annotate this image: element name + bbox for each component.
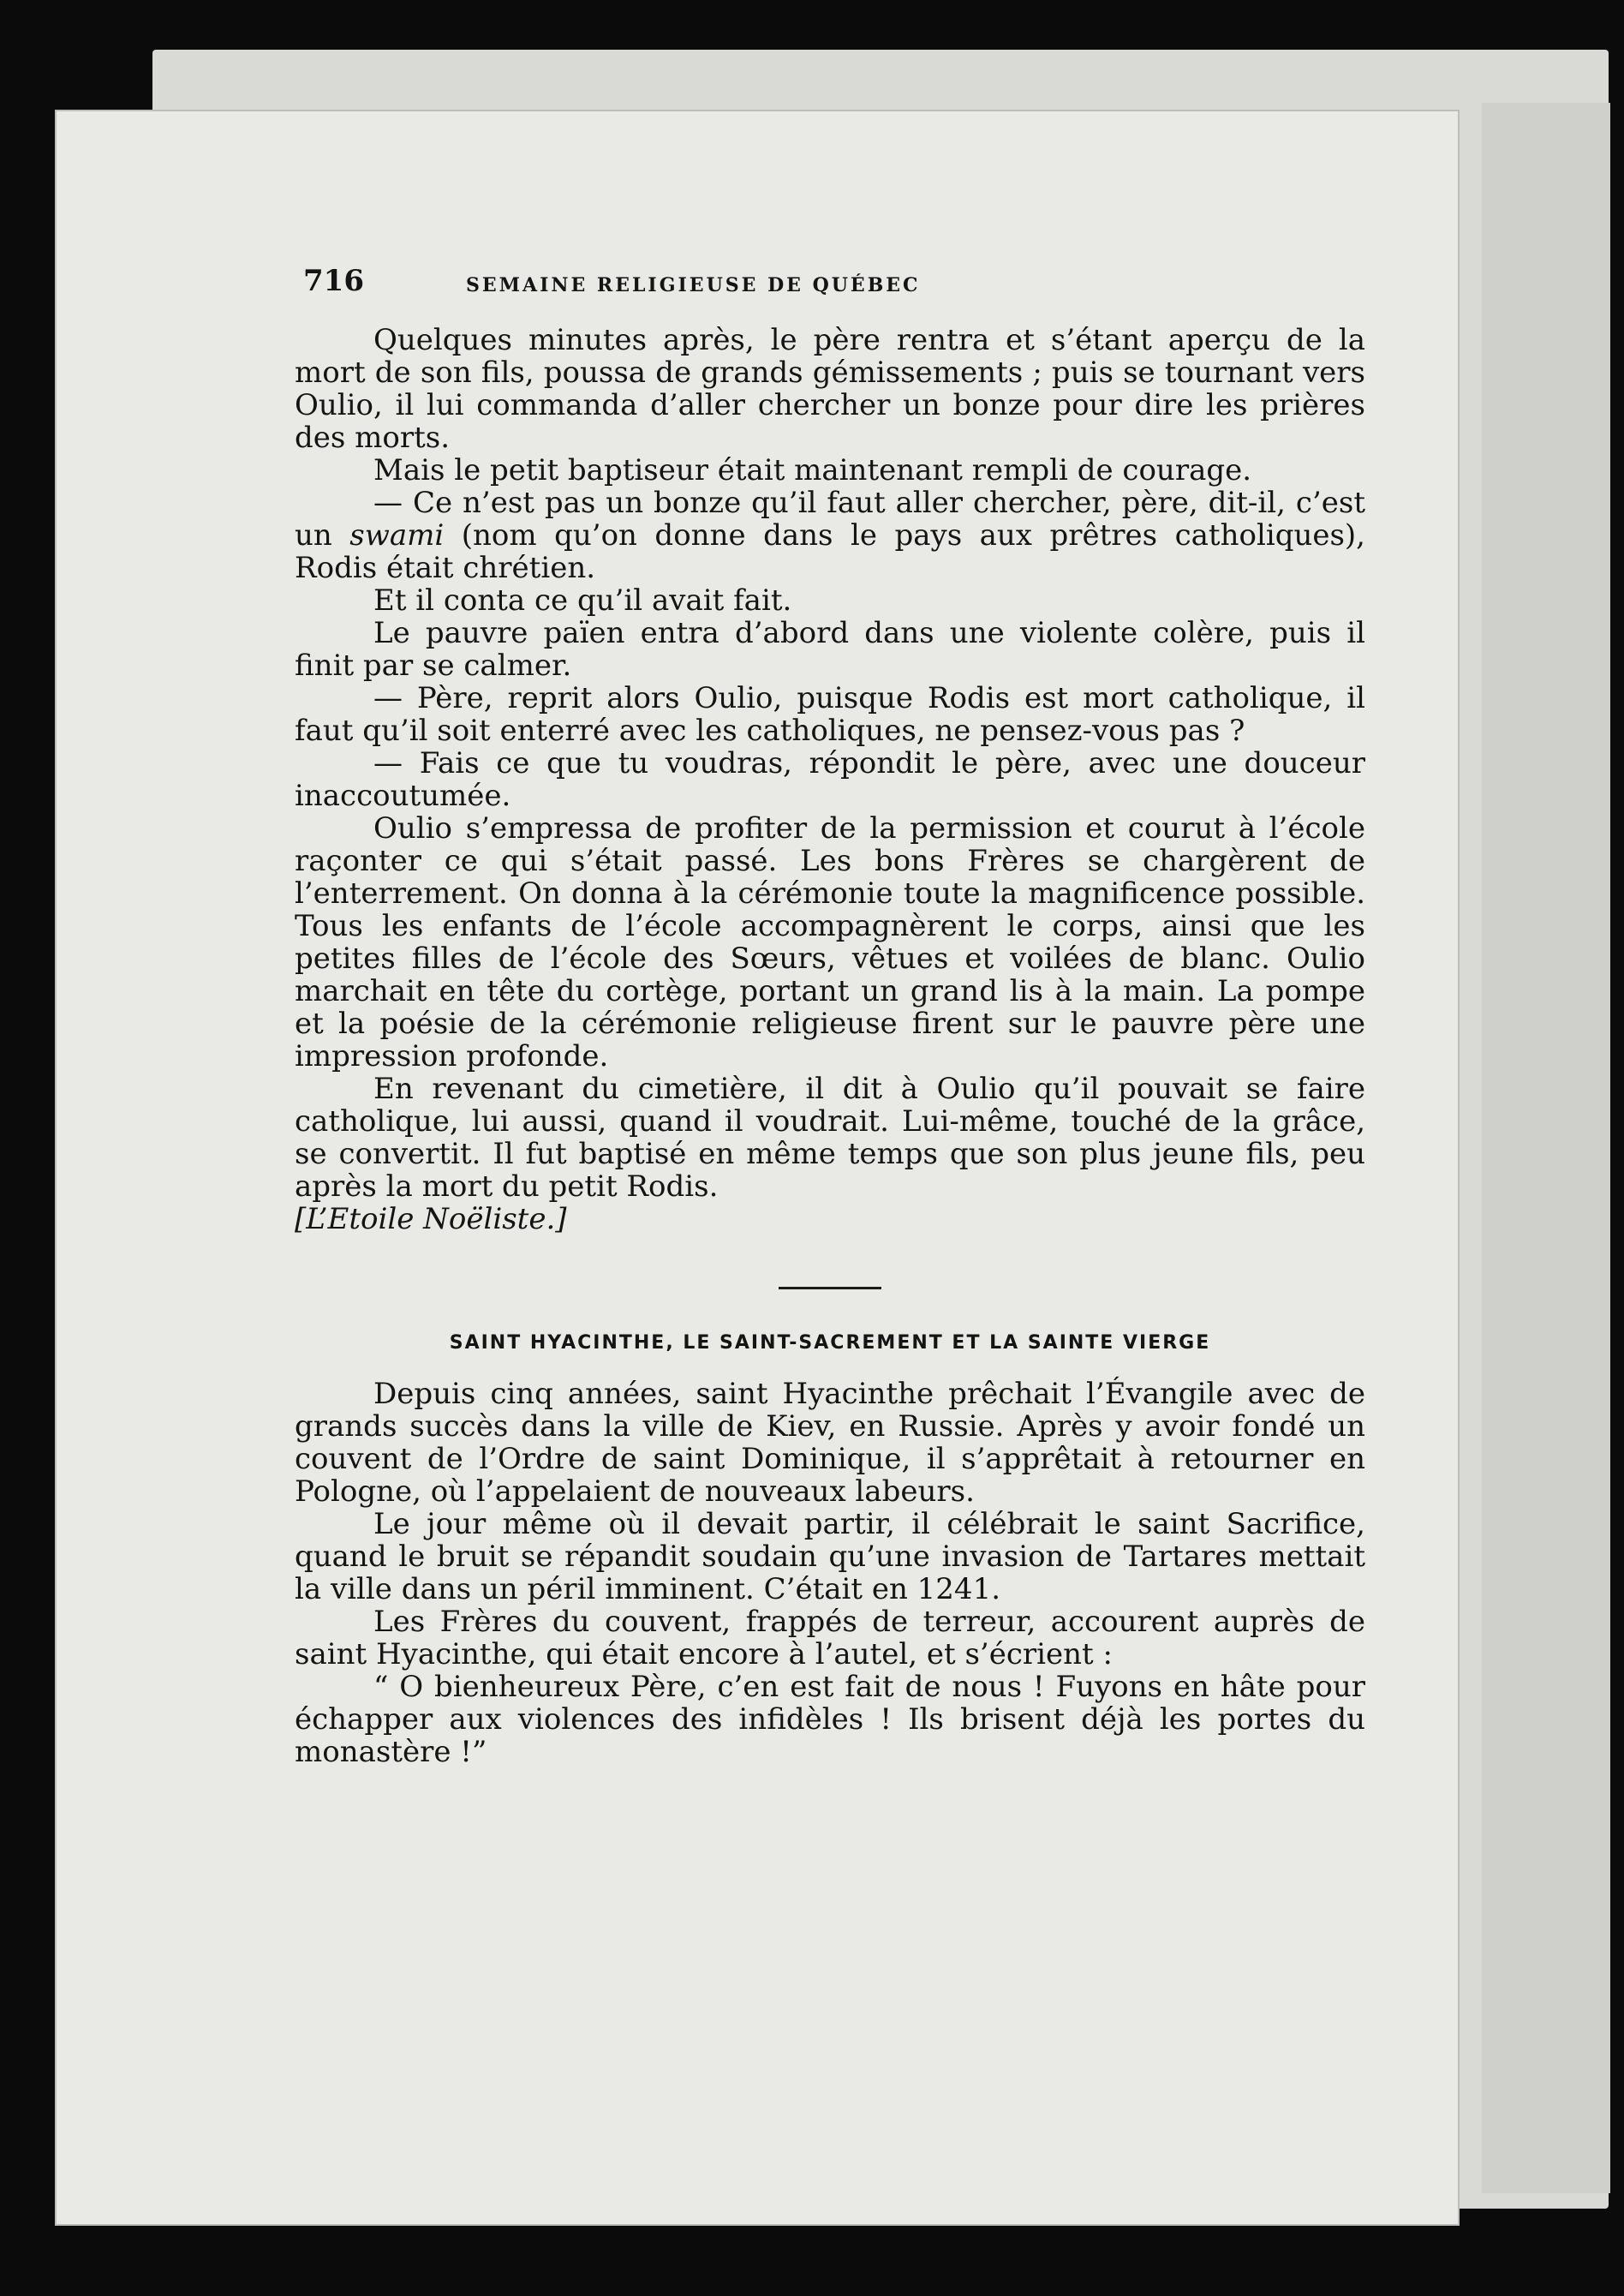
paragraph: Depuis cinq années, saint Hyacinthe prêchait l’Évangile avec de grands succès dans la ville de Kiev, en Russie. Après y avoir fondé un couvent de l’Ordre de saint Dominique, il s’apprêtait à retourner en Pologne, où l’appelaient de nouveaux labeurs. bbox=[295, 1377, 1365, 1509]
section-divider bbox=[779, 1287, 881, 1289]
paragraph: Et il conta ce qu’il avait fait. bbox=[373, 583, 792, 618]
running-head bbox=[295, 264, 1365, 324]
paragraph: Quelques minutes après, le père rentra et s’étant aperçu de la mort de son fils, poussa de grands gémissements ; puis se tournant vers Oulio, il lui commanda d’aller chercher un bonze pour dire les prières des morts. bbox=[295, 323, 1365, 455]
paragraph: “ O bienheureux Père, c’en est fait de nous ! Fuyons en hâte pour échapper aux violences des infidèles ! Ils brisent déjà les portes du monastère !” bbox=[295, 1670, 1365, 1769]
page bbox=[55, 110, 1460, 2226]
source-italic: [L’Etoile Noëliste.] bbox=[295, 1202, 567, 1236]
paragraph: Le pauvre païen entra d’abord dans une violente colère, puis il finit par se calmer. bbox=[295, 616, 1365, 683]
italic-term: swami bbox=[349, 518, 445, 553]
article-text bbox=[295, 1378, 1365, 1768]
paragraph: — Fais ce que tu voudras, répondit le père, avec une douceur inaccoutumée. bbox=[295, 746, 1365, 813]
running-title: SEMAINE RELIGIEUSE DE QUÉBEC bbox=[466, 274, 921, 296]
paragraph: Oulio s’empressa de profiter de la permission et courut à l’école raçonter ce qui s’était passé. Les bons Frères se chargèrent de l’enterrement. On donna à la cérémonie toute la magnificence possible. Tous les enfants de l’école accompagnèrent le corps, ainsi que les petites filles de l’école des Sœurs, vêtues et voilées de blanc. Oulio marchait en tête du cortège, portant un grand lis à la main. La pompe et la poésie de la cérémonie religieuse firent sur le pauvre père une impression profonde. bbox=[295, 811, 1365, 1073]
paragraph: Mais le petit baptiseur était maintenant rempli de courage. bbox=[373, 453, 1252, 487]
paragraph: Les Frères du couvent, frappés de terreur, accourent auprès de saint Hyacinthe, qui était encore à l’autel, et s’écrient : bbox=[295, 1605, 1365, 1671]
page-content bbox=[295, 264, 1365, 1768]
paragraph: — Père, reprit alors Oulio, puisque Rodis est mort catholique, il faut qu’il soit enterré avec les catholiques, ne pensez-vous pas ? bbox=[295, 681, 1365, 748]
adjacent-page-edge bbox=[1482, 103, 1610, 2193]
page-number: 716 bbox=[303, 264, 364, 298]
story-text bbox=[295, 324, 1365, 1235]
article-title: SAINT HYACINTHE, LE SAINT-SACREMENT ET LA SAINTE VIERGE bbox=[449, 1332, 1211, 1354]
paragraph-with-italic: — Ce n’est pas un bonze qu’il faut aller chercher, père, dit-il, c’est un swami (nom qu’on donne dans le pays aux prêtres catholiques), Rodis était chrétien. bbox=[295, 486, 1365, 585]
source-attribution bbox=[295, 1203, 1365, 1235]
paragraph: En revenant du cimetière, il dit à Oulio qu’il pouvait se faire catholique, lui aussi, quand il voudrait. Lui-même, touché de la grâce, se convertit. Il fut baptisé en même temps que son plus jeune fils, peu après la mort du petit Rodis. bbox=[295, 1072, 1365, 1204]
paragraph: Le jour même où il devait partir, il célébrait le saint Sacrifice, quand le bruit se répandit soudain qu’une invasion de Tartares mettait la ville dans un péril imminent. C’était en 1241. bbox=[295, 1507, 1365, 1606]
